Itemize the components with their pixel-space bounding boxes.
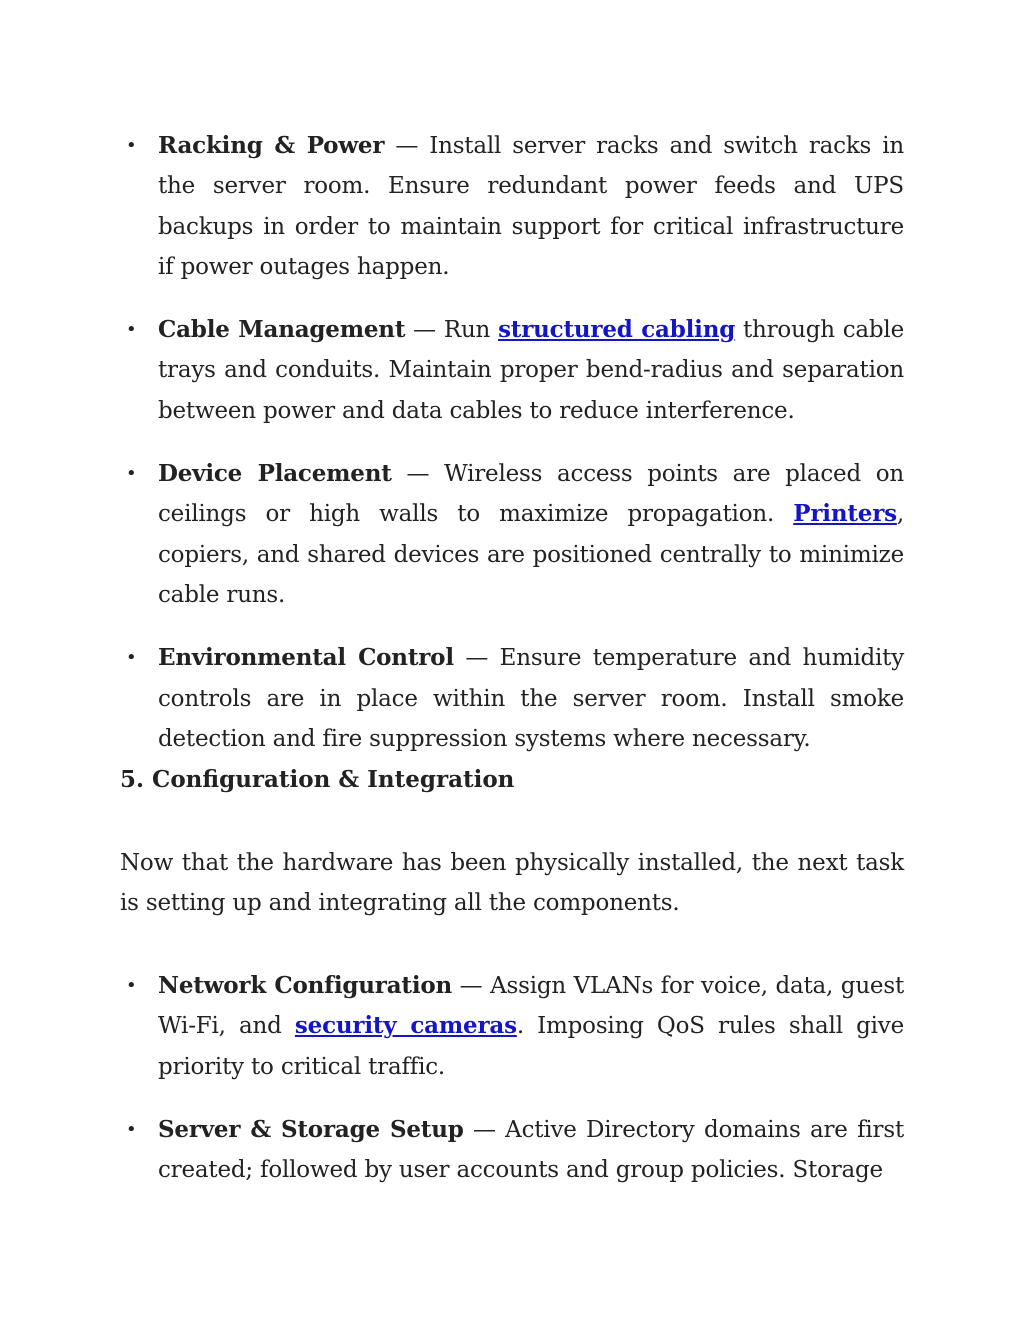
item-text: Ensure temperature and humidity controls are in place within the server room. Install smoke detection and fire suppression systems where necessary. — [158, 645, 904, 752]
security-cameras-link[interactable]: security cameras — [294, 1012, 517, 1040]
item-text: Assign VLANs for voice, data, guest Wi-Fi, and — [158, 973, 904, 1040]
item-separator: — — [453, 645, 500, 672]
item-text: Active Directory domains are first created; followed by user accounts and group policies. Storage — [158, 1116, 904, 1184]
section-heading: 5. Configuration & Integration — [120, 766, 515, 793]
bullet-icon: • — [126, 975, 137, 996]
item-lead: Cable Management — [158, 316, 406, 344]
structured-cabling-link[interactable]: structured cabling — [498, 316, 736, 344]
item-text-after: , copiers, and shared devices are positioned centrally to minimize cable runs. — [158, 501, 904, 608]
list-item — [120, 1110, 904, 1191]
item-text: Run — [443, 317, 499, 344]
list-item — [120, 454, 904, 615]
item-text: Install server racks and switch racks in the server room. Ensure redundant power feeds and UPS backups in order to maintain support for critical infrastructure if power outages happen. — [158, 133, 904, 280]
item-lead: Network Configuration — [158, 972, 453, 999]
item-separator: — — [405, 317, 444, 344]
item-lead: Racking & Power — [158, 132, 385, 159]
bullet-list-configuration — [120, 966, 904, 1213]
item-text: Wireless access points are placed on ceilings or high walls to maximize propagation. — [158, 461, 905, 528]
section-intro: Now that the hardware has been physically installed, the next task is setting up and integrating all the components. — [120, 850, 904, 917]
item-lead: Environmental Control — [158, 644, 454, 672]
list-item — [120, 310, 904, 431]
bullet-icon: • — [126, 319, 137, 341]
bullet-icon: • — [126, 135, 137, 156]
list-item — [120, 966, 904, 1087]
item-separator: — — [463, 1116, 506, 1143]
bullet-list-installation — [120, 126, 904, 782]
printers-link[interactable]: Printers — [793, 500, 897, 528]
list-item — [120, 638, 904, 759]
item-text-after: . Imposing QoS rules shall give priority to critical traffic. — [158, 1013, 904, 1080]
item-text-after: through cable trays and conduits. Maintain proper bend-radius and separation between power and data cables to reduce interference. — [158, 317, 904, 424]
item-separator: — — [391, 461, 445, 488]
item-separator: — — [384, 133, 430, 159]
bullet-icon: • — [126, 1118, 137, 1140]
item-lead: Server & Storage Setup — [158, 1115, 464, 1143]
bullet-icon: • — [126, 647, 137, 669]
list-item — [120, 126, 904, 287]
item-lead: Device Placement — [158, 460, 392, 488]
bullet-icon: • — [126, 463, 137, 485]
item-separator: — — [452, 973, 491, 999]
